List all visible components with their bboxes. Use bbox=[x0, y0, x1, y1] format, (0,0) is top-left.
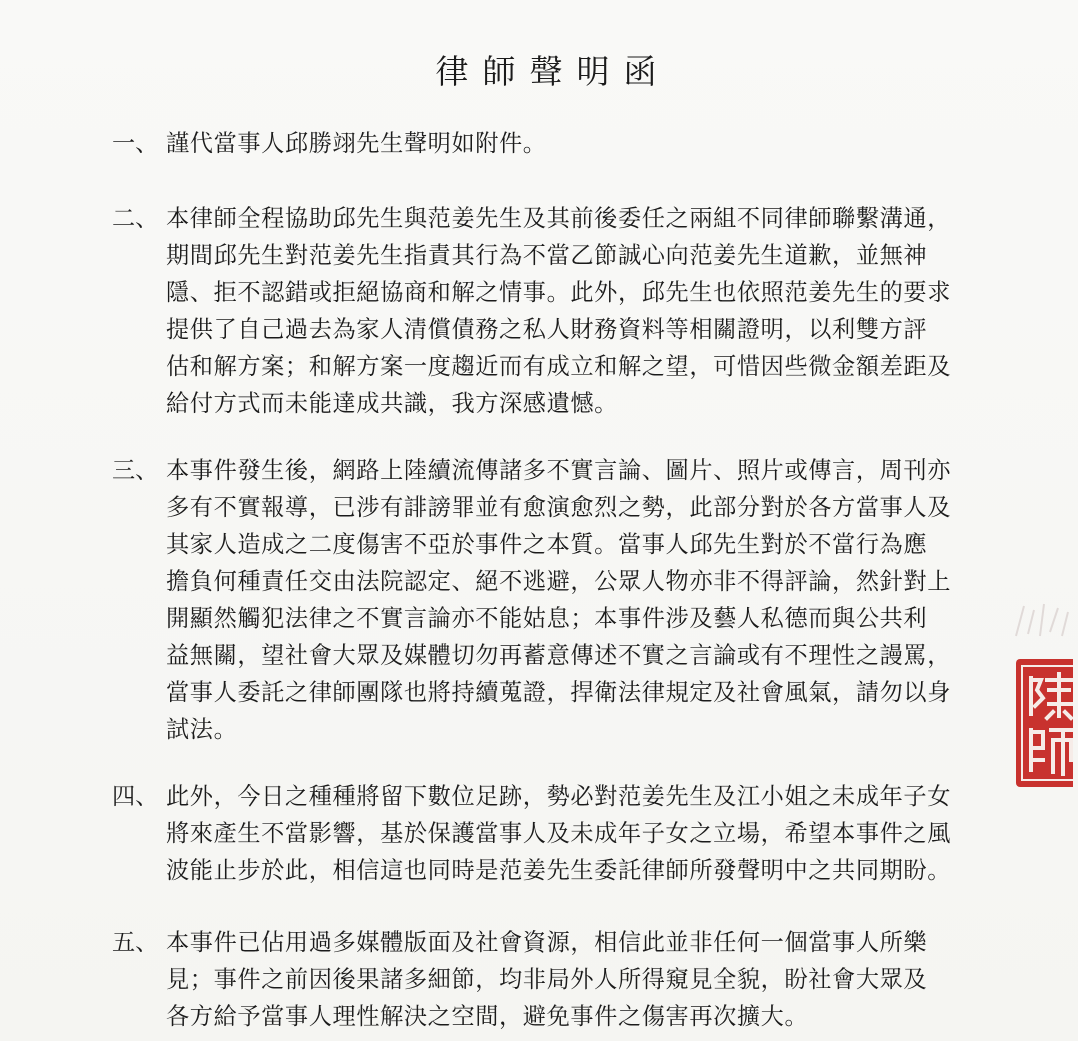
item-line: 開顯然觸犯法律之不實言論亦不能姑息；本事件涉及藝人私德而與公共利 bbox=[166, 605, 928, 632]
item-line: 多有不實報導，已涉有誹謗罪並有愈演愈烈之勢，此部分對於各方當事人及 bbox=[166, 494, 951, 521]
document-title: 律師聲明函 bbox=[435, 52, 671, 91]
item-line: 本律師全程協助邱先生與范姜先生及其前後委任之兩組不同律師聯繫溝通， bbox=[166, 205, 951, 232]
item-line: 本事件已佔用過多媒體版面及社會資源，相信此並非任何一個當事人所樂 bbox=[166, 929, 928, 956]
lawyer-seal-stamp bbox=[1013, 656, 1073, 790]
item-line: 益無關，望社會大眾及媒體切勿再蓄意傳述不實之言論或有不理性之謾罵， bbox=[166, 642, 951, 669]
item-line: 隱、拒不認錯或拒絕協商和解之情事。此外，邱先生也依照范姜先生的要求 bbox=[166, 279, 951, 306]
item-line: 當事人委託之律師團隊也將持續蒐證，捍衛法律規定及社會風氣，請勿以身 bbox=[166, 679, 951, 706]
item-number: 二、 bbox=[112, 205, 159, 232]
item-line: 給付方式而未能達成共識，我方深感遺憾。 bbox=[166, 390, 618, 417]
item-line: 期間邱先生對范姜先生指責其行為不當乙節誠心向范姜先生道歉，並無神 bbox=[166, 242, 928, 269]
item-line: 提供了自己過去為家人清償債務之私人財務資料等相關證明，以利雙方評 bbox=[166, 316, 928, 343]
item-line: 其家人造成之二度傷害不亞於事件之本質。當事人邱先生對於不當行為應 bbox=[166, 531, 928, 558]
item-line: 謹代當事人邱勝翊先生聲明如附件。 bbox=[166, 130, 547, 157]
item-line: 將來產生不當影響，基於保護當事人及未成年子女之立場，希望本事件之風 bbox=[166, 820, 951, 847]
statement-item-2 bbox=[112, 200, 1012, 422]
item-number: 三、 bbox=[112, 457, 159, 484]
statement-item-1 bbox=[112, 125, 1012, 162]
faint-seal-impression bbox=[1010, 596, 1074, 644]
item-line: 試法。 bbox=[166, 716, 238, 743]
item-line: 見；事件之前因後果諸多細節，均非局外人所得窺見全貌，盼社會大眾及 bbox=[166, 966, 928, 993]
item-line: 擔負何種責任交由法院認定、絕不逃避，公眾人物亦非不得評論，然針對上 bbox=[166, 568, 951, 595]
item-number: 一、 bbox=[112, 130, 159, 157]
item-line: 估和解方案；和解方案一度趨近而有成立和解之望，可惜因些微金額差距及 bbox=[166, 353, 951, 380]
statement-item-3 bbox=[112, 452, 1012, 748]
item-number: 四、 bbox=[112, 783, 159, 810]
item-line: 本事件發生後，網路上陸續流傳諸多不實言論、圖片、照片或傳言，周刊亦 bbox=[166, 457, 951, 484]
item-line: 此外，今日之種種將留下數位足跡，勢必對范姜先生及江小姐之未成年子女 bbox=[166, 783, 951, 810]
statement-item-4 bbox=[112, 778, 1012, 889]
item-number: 五、 bbox=[112, 929, 159, 956]
item-line: 各方給予當事人理性解決之空間，避免事件之傷害再次擴大。 bbox=[166, 1003, 809, 1030]
item-line: 波能止步於此，相信這也同時是范姜先生委託律師所發聲明中之共同期盼。 bbox=[166, 857, 951, 884]
statement-item-5 bbox=[112, 924, 1012, 1035]
